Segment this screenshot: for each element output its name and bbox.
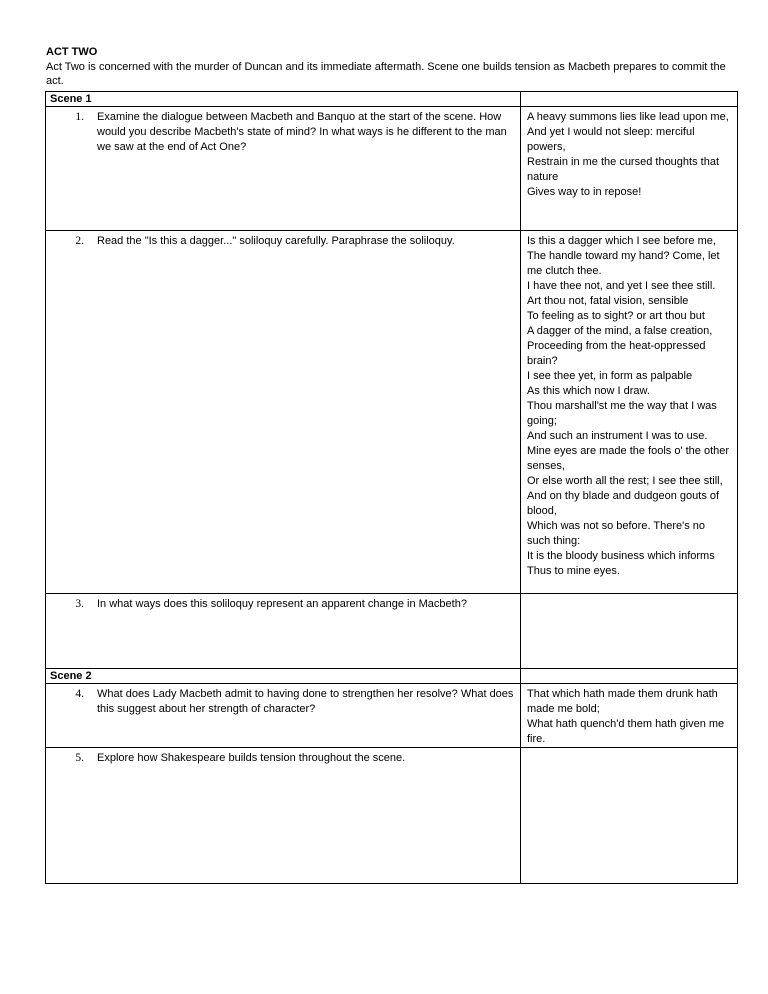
question-cell — [46, 748, 521, 884]
section-heading: ACT TWO — [46, 46, 98, 58]
quote-line: A heavy summons lies like lead upon me, — [527, 111, 729, 123]
quote-line: Gives way to in repose! — [527, 186, 642, 198]
empty-cell — [521, 92, 738, 107]
question-text: Examine the dialogue between Macbeth and Banquo at the start of the scene. How would you describe Macbeth's state of mind? In what ways is he different to the man we saw at the end of Act One? — [97, 111, 507, 153]
quote-line: Is this a dagger which I see before me, — [527, 235, 716, 247]
intro-paragraph: Act Two is concerned with the murder of Duncan and its immediate aftermath. Scene one builds tension as Macbeth prepares to commit the act. — [46, 61, 726, 87]
question-row — [46, 748, 738, 884]
quote-line: Or else worth all the rest; I see thee still, — [527, 475, 723, 487]
question-cell — [46, 231, 521, 594]
quote-line: That which hath made them drunk hath made me bold; — [527, 688, 718, 715]
quote-line: And yet I would not sleep: merciful powers, — [527, 126, 695, 153]
question-text: Read the "Is this a dagger..." soliloquy carefully. Paraphrase the soliloquy. — [97, 235, 455, 247]
quote-cell[interactable] — [521, 231, 738, 594]
question-row — [46, 231, 738, 594]
question-row — [46, 107, 738, 231]
quote-line: Restrain in me the cursed thoughts that nature — [527, 156, 719, 183]
quote-line: I see thee yet, in form as palpable — [527, 370, 693, 382]
question-number: 1. — [75, 111, 84, 123]
question-text: Explore how Shakespeare builds tension throughout the scene. — [97, 752, 406, 764]
question-cell — [46, 684, 521, 748]
answer-cell[interactable] — [521, 594, 738, 669]
question-text: In what ways does this soliloquy represent an apparent change in Macbeth? — [97, 598, 467, 610]
question-number: 4. — [75, 688, 84, 700]
quote-line: As this which now I draw. — [527, 385, 650, 397]
scene-label: Scene 2 — [46, 669, 521, 684]
quote-cell[interactable] — [521, 684, 738, 748]
quote-line: It is the bloody business which informs — [527, 550, 715, 562]
quote-line: What hath quench'd them hath given me fire. — [527, 718, 725, 745]
quote-line: To feeling as to sight? or art thou but — [527, 310, 705, 322]
quote-line: The handle toward my hand? Come, let me clutch thee. — [527, 250, 720, 277]
worksheet-table — [45, 91, 738, 884]
question-text: What does Lady Macbeth admit to having done to strengthen her resolve? What does this suggest about her strength of character? — [97, 688, 514, 715]
scene-header-row — [46, 669, 738, 684]
quote-line: Which was not so before. There's no such thing: — [527, 520, 705, 547]
empty-cell — [521, 669, 738, 684]
question-number: 5. — [75, 752, 84, 764]
answer-cell[interactable] — [521, 748, 738, 884]
scene-label: Scene 1 — [46, 92, 521, 107]
quote-line: Thus to mine eyes. — [527, 565, 620, 577]
quote-line: Mine eyes are made the fools o' the other senses, — [527, 445, 730, 472]
quote-line: Thou marshall'st me the way that I was going; — [527, 400, 717, 427]
question-cell — [46, 107, 521, 231]
quote-line: Proceeding from the heat-oppressed brain? — [527, 340, 706, 367]
quote-line: I have thee not, and yet I see thee still. — [527, 280, 716, 292]
scene-header-row — [46, 92, 738, 107]
quote-line: And such an instrument I was to use. — [527, 430, 708, 442]
quote-line: Art thou not, fatal vision, sensible — [527, 295, 689, 307]
question-number: 3. — [75, 598, 84, 610]
question-number: 2. — [75, 235, 84, 247]
question-row — [46, 684, 738, 748]
quote-line: A dagger of the mind, a false creation, — [527, 325, 713, 337]
quote-line: And on thy blade and dudgeon gouts of blood, — [527, 490, 720, 517]
question-row — [46, 594, 738, 669]
question-cell — [46, 594, 521, 669]
quote-cell[interactable] — [521, 107, 738, 231]
